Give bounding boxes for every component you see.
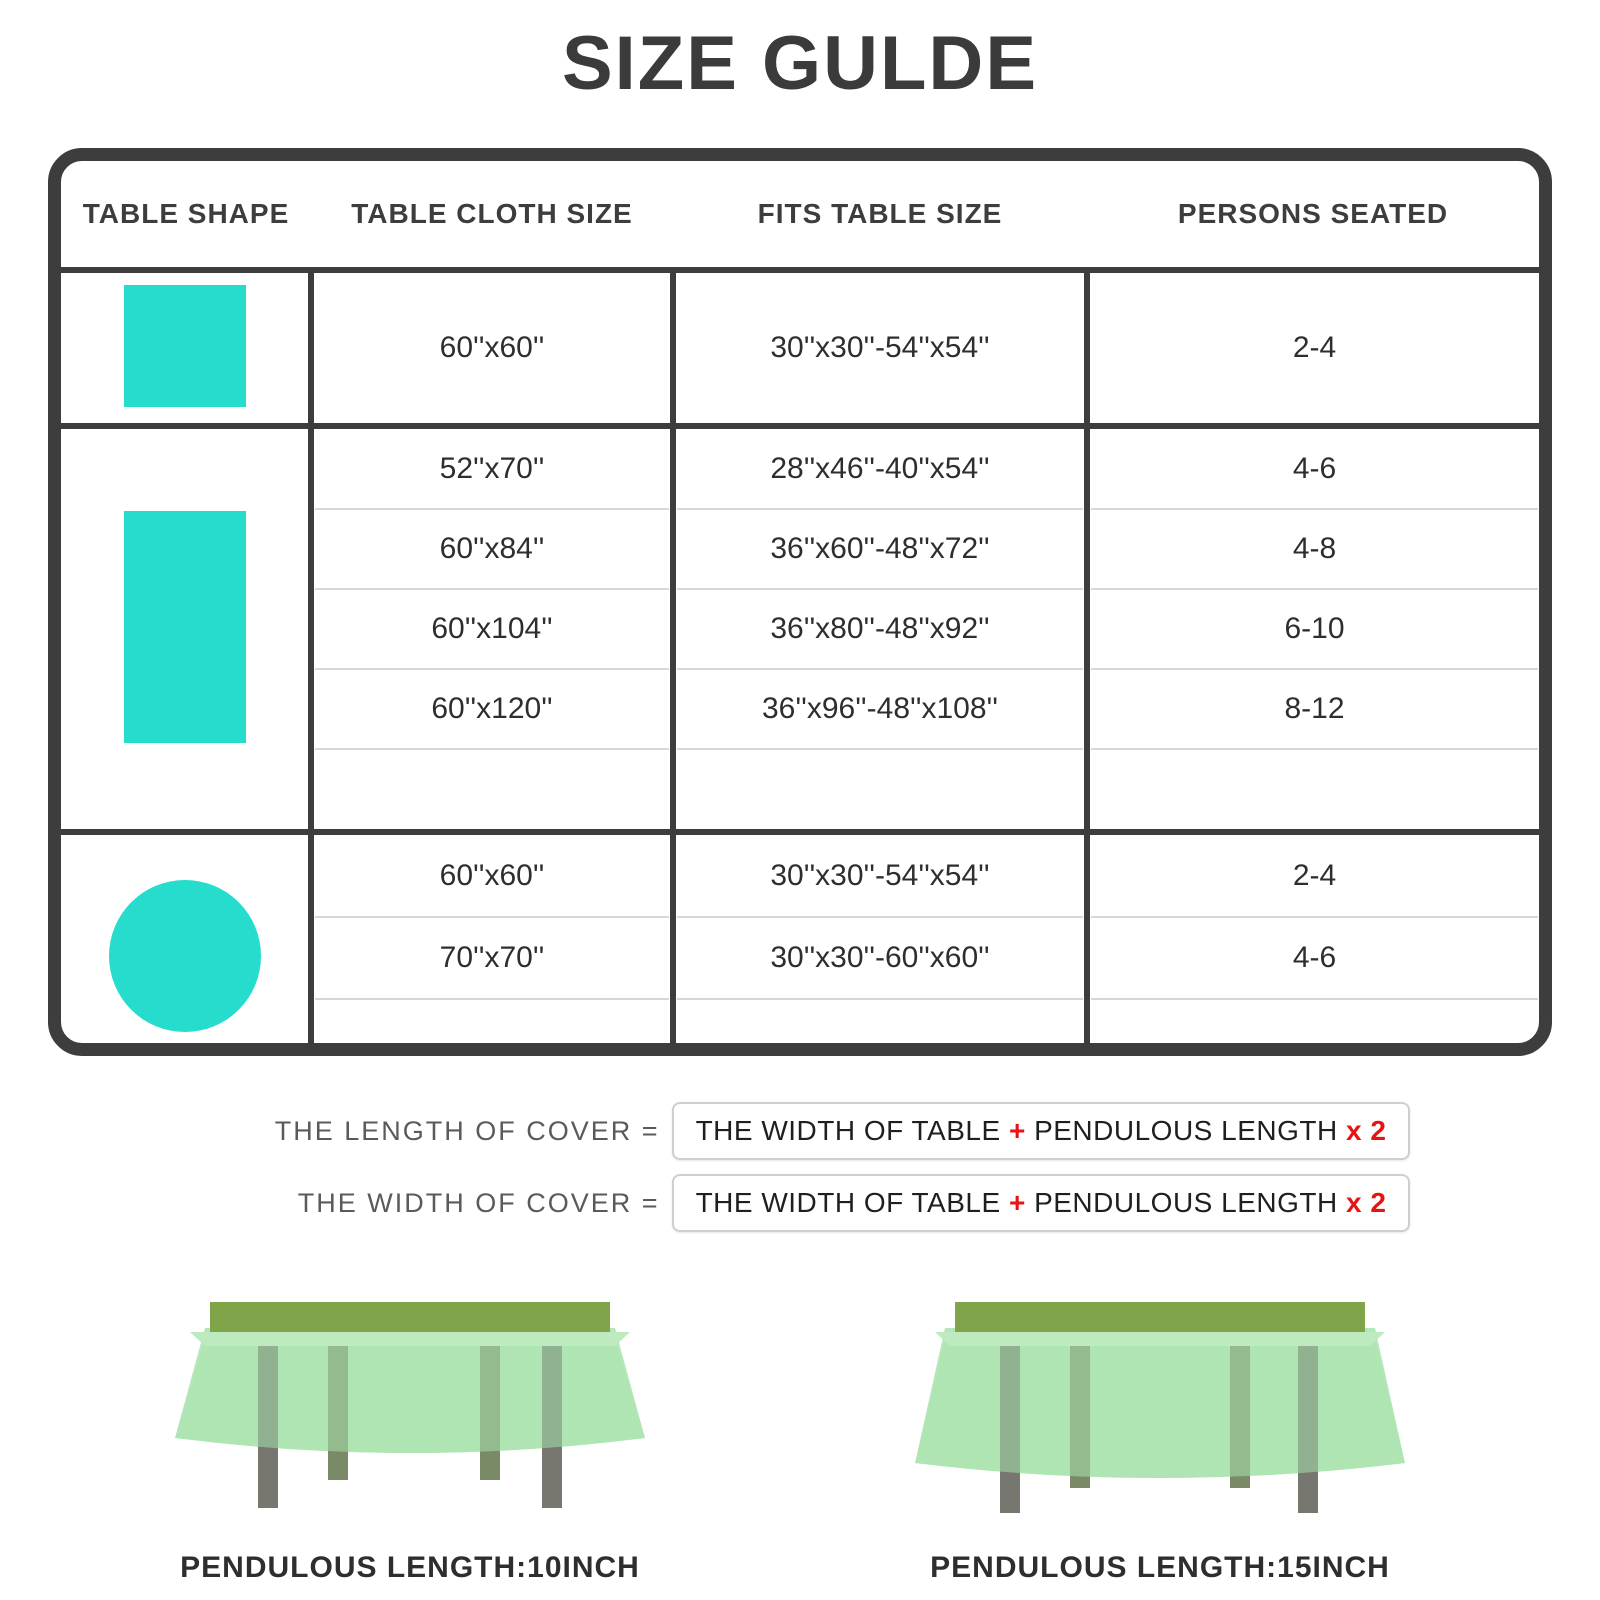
group-rectangle-cloth-col — [311, 426, 673, 832]
table-row — [315, 999, 669, 1056]
table-row — [677, 509, 1083, 589]
table-row — [1091, 917, 1538, 999]
formula-label-width: THE WIDTH OF COVER = — [297, 1187, 660, 1218]
table-row — [315, 509, 669, 589]
square-shape-icon — [124, 285, 246, 407]
header-persons-seated: PERSONS SEATED — [1177, 198, 1449, 229]
formula-width-plus: + — [1008, 1187, 1026, 1218]
size-guide-table — [61, 161, 1539, 1056]
table-group-square — [61, 270, 1539, 426]
cell-cloth-size — [315, 999, 669, 1056]
cell-fits-size: 28''x46''-40''x54'' — [677, 430, 1083, 509]
caption-15inch: PENDULOUS LENGTH:15INCH — [930, 1551, 1390, 1584]
formula-length-times: x 2 — [1345, 1115, 1387, 1146]
cell-persons: 2-4 — [1292, 331, 1337, 364]
cell-fits-size: 36''x96''-48''x108'' — [677, 669, 1083, 749]
illustration-15inch — [870, 1288, 1450, 1585]
cell-cloth-size: 60''x120'' — [315, 669, 669, 749]
table-row — [677, 274, 1083, 422]
formula-row-length — [0, 1102, 1600, 1160]
table-row — [677, 999, 1083, 1056]
group-square-cloth-col — [311, 270, 673, 426]
group-circle-cloth-col — [311, 832, 673, 1056]
table-row — [677, 836, 1083, 917]
shape-cell-rectangle — [61, 426, 311, 832]
cell-persons: 6-10 — [1091, 589, 1538, 669]
group-square-fits-col — [673, 270, 1087, 426]
cell-cloth-size: 60''x60'' — [439, 331, 545, 364]
cell-fits-size: 30''x30''-54''x54'' — [770, 331, 990, 364]
illustration-10inch — [120, 1288, 700, 1585]
cell-fits-size: 36''x80''-48''x92'' — [677, 589, 1083, 669]
table-row — [677, 430, 1083, 509]
cell-cloth-size: 60''x84'' — [315, 509, 669, 589]
group-rectangle-fits-col — [673, 426, 1087, 832]
table-row — [1091, 589, 1538, 669]
cell-persons: 2-4 — [1091, 836, 1538, 917]
cell-fits-size: 30''x30''-60''x60'' — [677, 917, 1083, 999]
table-row — [1091, 430, 1538, 509]
table-header-row — [61, 161, 1539, 270]
cell-persons — [1091, 749, 1538, 828]
page-title: SIZE GULDE — [561, 21, 1039, 106]
rectangle-shape-icon — [124, 511, 246, 743]
cell-cloth-size: 60''x60'' — [315, 836, 669, 917]
table-group-circle — [61, 832, 1539, 1056]
cell-cloth-size: 70''x70'' — [315, 917, 669, 999]
shape-cell-square — [61, 270, 311, 426]
table-row — [315, 274, 669, 422]
cell-cloth-size — [315, 749, 669, 828]
formula-length-part1: THE WIDTH OF TABLE — [695, 1115, 1001, 1146]
table-row — [1091, 836, 1538, 917]
cell-cloth-size: 60''x104'' — [315, 589, 669, 669]
header-table-shape: TABLE SHAPE — [82, 198, 290, 229]
table-row — [677, 917, 1083, 999]
header-fits-table-size: FITS TABLE SIZE — [757, 198, 1003, 229]
cell-persons: 8-12 — [1091, 669, 1538, 749]
table-row — [1091, 669, 1538, 749]
table-row — [315, 669, 669, 749]
cell-cloth-size: 52''x70'' — [315, 430, 669, 509]
cell-fits-size — [677, 999, 1083, 1056]
table-row — [677, 749, 1083, 828]
table-row — [1091, 509, 1538, 589]
formula-label-length: THE LENGTH OF COVER = — [274, 1115, 660, 1146]
cell-persons: 4-6 — [1091, 430, 1538, 509]
table-row — [1091, 274, 1538, 422]
caption-10inch: PENDULOUS LENGTH:10INCH — [180, 1551, 640, 1584]
formula-width-times: x 2 — [1345, 1187, 1387, 1218]
header-table-cloth-size: TABLE CLOTH SIZE — [351, 198, 633, 229]
table-with-cloth-15inch-icon — [900, 1288, 1420, 1540]
table-row — [1091, 999, 1538, 1056]
cell-persons — [1091, 999, 1538, 1056]
table-row — [315, 917, 669, 999]
cell-fits-size — [677, 749, 1083, 828]
cell-persons: 4-8 — [1091, 509, 1538, 589]
formula-length-part2: PENDULOUS LENGTH — [1034, 1115, 1338, 1146]
table-row — [315, 430, 669, 509]
formula-width-part2: PENDULOUS LENGTH — [1034, 1187, 1338, 1218]
formula-length-plus: + — [1008, 1115, 1026, 1146]
formula-box-width — [672, 1174, 1411, 1232]
shape-cell-circle — [61, 832, 311, 1056]
group-circle-persons-col — [1087, 832, 1539, 1056]
size-guide-table-card — [48, 148, 1552, 1056]
cell-fits-size: 30''x30''-54''x54'' — [677, 836, 1083, 917]
cell-persons: 4-6 — [1091, 917, 1538, 999]
group-circle-fits-col — [673, 832, 1087, 1056]
table-row — [1091, 749, 1538, 828]
illustration-section — [0, 1288, 1600, 1600]
formula-width-part1: THE WIDTH OF TABLE — [695, 1187, 1001, 1218]
group-rectangle-persons-col — [1087, 426, 1539, 832]
formula-section — [0, 1102, 1600, 1246]
cell-fits-size: 36''x60''-48''x72'' — [677, 509, 1083, 589]
table-with-cloth-10inch-icon — [150, 1288, 670, 1540]
formula-box-length — [672, 1102, 1411, 1160]
table-group-rectangle — [61, 426, 1539, 832]
table-row — [315, 589, 669, 669]
table-row — [677, 669, 1083, 749]
circle-shape-icon — [109, 880, 261, 1032]
group-square-persons-col — [1087, 270, 1539, 426]
table-row — [677, 589, 1083, 669]
table-row — [315, 836, 669, 917]
formula-row-width — [0, 1174, 1600, 1232]
table-row — [315, 749, 669, 828]
